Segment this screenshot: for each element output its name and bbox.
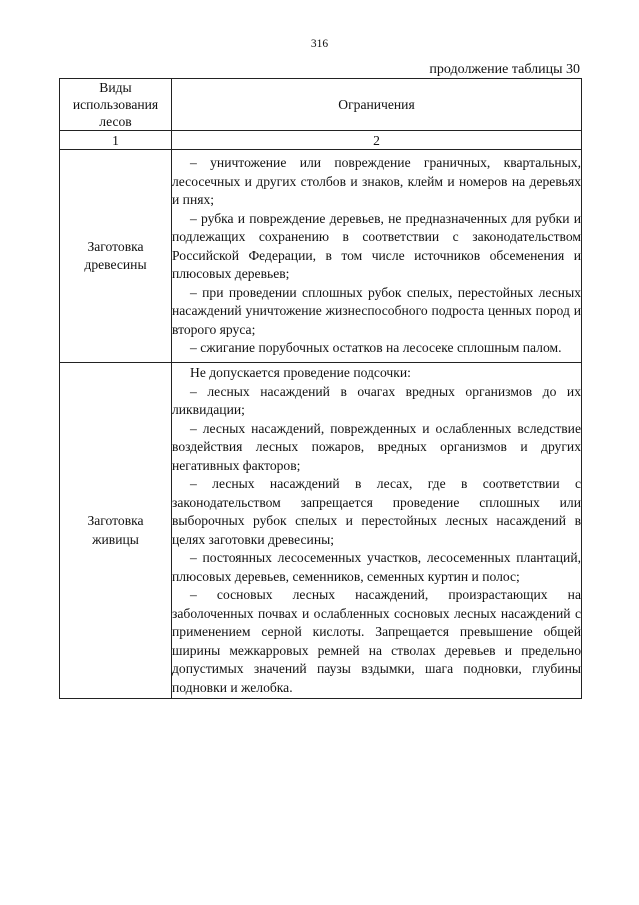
- restrictions-table: [59, 78, 582, 699]
- restriction-item: – лесных насаждений, поврежденных и ослабленных вследствие воздействия лесных пожаров, вредных организмов и других негативных факторов;: [172, 420, 581, 473]
- restriction-item: – рубка и повреждение деревьев, не предназначенных для рубки и подлежащих сохранению в соответствии с законодательством Российской Федерации, в том числе источников обсеменения и плюсовых деревьев;: [172, 210, 581, 282]
- restrictions-timber: [172, 150, 582, 363]
- restriction-item: – лесных насаждений в очагах вредных организмов до их ликвидации;: [172, 383, 581, 417]
- table-row-timber-harvesting: [60, 150, 582, 363]
- table-header-row: [60, 79, 582, 131]
- restriction-item: – лесных насаждений в лесах, где в соответствии с законодательством запрещается проведение сплошных или выборочных рубок спелых и перестойных лесных насаждений в целях заготовки древесины;: [172, 476, 581, 547]
- restriction-item: – сосновых лесных насаждений, произрастающих на заболоченных почвах и ослабленных сосновых лесных насаждений с применением серной кислоты. Запрещается превышение общей ширины межкарровых ремней на стволах деревьев и предельно допустимых значений паузы вздымки, шага подновки, глубины подновки и желобка.: [172, 587, 581, 695]
- column-number-2: 2: [172, 131, 582, 150]
- restrictions-resin: [172, 363, 582, 699]
- restriction-intro: Не допускается проведение подсочки:: [190, 365, 411, 380]
- header-restrictions: Ограничения: [172, 79, 582, 131]
- forest-use-type-resin: Заготовка живицы: [60, 363, 172, 699]
- forest-use-type-timber: Заготовка древесины: [60, 150, 172, 363]
- restriction-item: – уничтожение или повреждение граничных, квартальных, лесосечных и других столбов и знаков, клейм и номеров на деревьях и пнях;: [172, 155, 581, 208]
- restriction-item: – постоянных лесосеменных участков, лесосеменных плантаций, плюсовых деревьев, семенников, семенных куртин и полос;: [172, 550, 581, 584]
- table-row-resin-harvesting: [60, 363, 582, 699]
- column-number-1: 1: [60, 131, 172, 150]
- restriction-item: – при проведении сплошных рубок спелых, перестойных лесных насаждений уничтожение жизнеспособного подроста ценных пород и второго яруса;: [172, 284, 581, 337]
- table-numbering-row: [60, 131, 582, 150]
- table-continuation-label: продолжение таблицы 30: [429, 62, 580, 77]
- header-forest-use-types: Виды использования лесов: [60, 79, 172, 131]
- page-number: 316: [310, 38, 329, 50]
- restriction-item: – сжигание порубочных остатков на лесосеке сплошным палом.: [190, 340, 562, 356]
